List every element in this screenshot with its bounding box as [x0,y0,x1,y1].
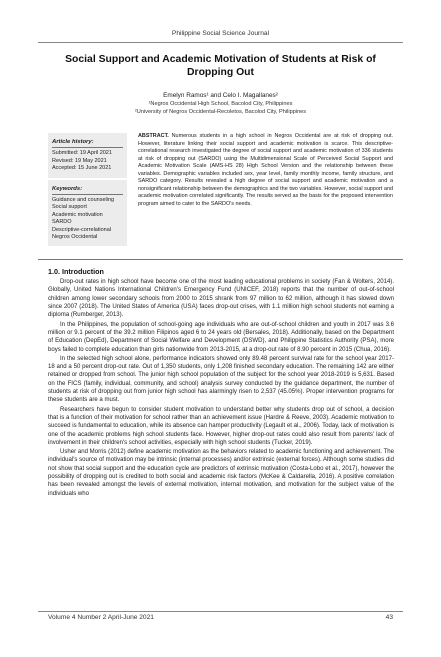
body-text [48,278,394,499]
affiliation: ¹Negros Occidental High School, Bacolod City, Philippines [148,101,293,107]
keyword: Guidance and counseling [52,197,115,204]
keyword: Social support [52,204,87,211]
keyword: Academic motivation [52,211,103,218]
paragraph: Usher and Morris (2012) define academic motivation as the behaviors related to academic functioning and achievement. The individual's source of motivation may be intrinsic (internal processes) and/or extrinsic (external forces). Although some studies did not show that social support and the education cycle are predictors of extrinsic motivation (Costa-Lobo et al., 2017), however the possibility of dropping out is credited to both social and academic risk factors (McKee & Caldarella, 2016). A positive correlation has been revealed amongst the levels of external motivation, internal motivation, and motivation for the subject value of the individuals who [48,449,394,497]
paragraph: Drop-out rates in high school have become one of the most leading educational problems in society (Fan & Wolters, 2014). Globally, United Nations International Children's Emergency Fund (UNICEF, 2018) reports that the number of out-of-school children among lower secondary schools from 2000 to 2015 shrank from 97 million to 62 million, although it has slowed down since 2007 (2018). The United States of America (USA) faces drop-out crises, with 1.1 million high school students not earning a diploma (Rumberger, 2013). [48,279,394,319]
title-line: Social Support and Academic Motivation of Students at Risk of [65,54,376,65]
header-rule [38,42,403,43]
keywords-box [48,180,127,247]
running-header: Philippine Social Science Journal [171,30,270,37]
abstract-label: ABSTRACT. [138,133,169,139]
keywords-heading: Keywords: [52,186,123,195]
abstract [138,133,393,208]
section-rule [38,259,403,260]
section-heading: 1.0. Introduction [48,267,104,276]
article-history-box [48,133,127,178]
author-list: Emelyn Ramos¹ and Celo I. Magallanes² [163,92,278,99]
keyword: Negros Occidental [52,234,98,241]
paper-title [40,53,401,79]
paragraph: In the selected high school alone, performance indicators showed only 89.48 percent survival rate for the school year 2017-18 and a 50 percent drop-out rate. Out of 1,350 students, only 1,208 finished secondary education. The remaining 142 are either retained or dropped from school. The junior high school population of the subject for the school year 2018-2019 is 5,631. Based on the FICS (family, individual, community, and school) analysis survey conducted by the guidance department, the number of students at risk of dropping out from junior high school has alarmingly risen to 2,537 (45.05%). Proper intervention programs for these students are a must. [48,355,394,404]
page-number: 43 [385,614,393,621]
affiliation: ²University of Negros Occidental-Recoletos, Bacolod City, Philippines [134,109,307,115]
history-heading: Article history: [52,139,123,148]
keyword: Descriptive-correlational [52,226,111,233]
paragraph: Researchers have begun to consider student motivation to understand better why students drop out of school, a decision that is a function of their motivation for school rather than an achievement issue (Hardre & Reeve, 2003). Academic motivation to succeed is fundamental to education, while its absence can hamper productivity (Legault et al., 2006). Today, lack of motivation is one of the academic problems high school students face. However, higher drop-out rates could also result from parents' lack of involvement in their children's school activities, especially with high school students (Tucker, 2019). [48,406,394,446]
paragraph: In the Philippines, the population of school-going age individuals who are out-of-school children and youth in 2017 was 3.6 million or 9.1 percent of the 39.2 million Filipinos aged 6 to 24 years old (Bersales, 2018). Additionally, based on the Department of Education (DepEd), Department of Social Welfare and Development (DSWD), and Philippine Statistics Authority (PSA), more boys failed to complete education than girls nationwide from 2013-2015, at a drop-out rate of 8.90 percent in 2015 (Chua, 2016). [48,321,394,353]
keyword: SARDO [52,219,72,226]
issue-info: Volume 4 Number 2 April-June 2021 [48,614,154,621]
footer-rule [38,611,403,612]
submitted-date: Submitted: 19 April 2021 [52,150,112,157]
title-line: Dropping Out [187,67,254,78]
accepted-date: Accepted: 15 June 2021 [52,165,112,172]
article-sidebar [48,133,127,246]
abstract-text: Numerous students in a high school in Negros Occidental are at risk of dropping out. However, literature linking their social support and academic motivation is scarce. This descriptive-correlational research investigated the degree of social support and academic motivation of 336 students at risk of dropping out (SARDO) using the Multidimensional Scale of Perceived Social Support and Academic Motivation Scale (AMS-HS 28) High School Version and the relationship between these variables. Demographic variables included sex, year level, family monthly income, family structure, and SARDO category. Results revealed a high degree of social support and academic motivation and a nonsignificant relationship between the demographics and the two variables. However, social support and academic motivation correlated significantly. The results served as the basis for the proposed intervention program aimed to cater to the SARDO's needs. [138,133,393,207]
revised-date: Revised: 19 May 2021 [52,157,107,164]
